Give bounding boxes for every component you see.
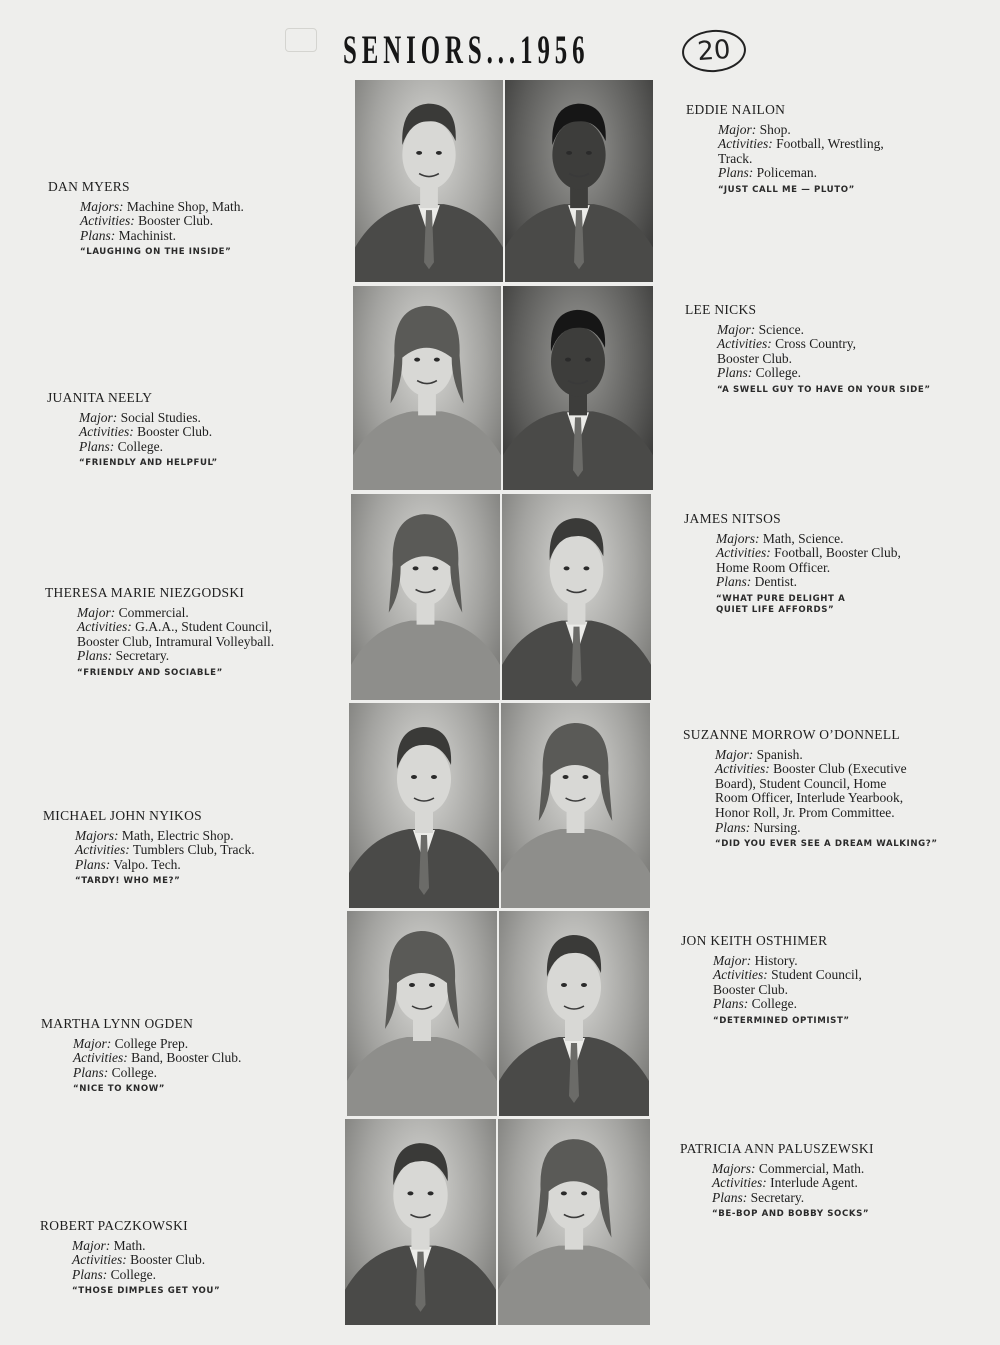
senior-detail-line (685, 366, 931, 381)
senior-detail-line (681, 968, 862, 983)
detail-label: Major: (77, 604, 116, 620)
detail-label: Plans: (712, 1189, 748, 1205)
senior-detail-line (681, 997, 862, 1012)
portrait-photo (351, 494, 500, 700)
detail-value: Tumblers Club, Track. (132, 842, 255, 858)
detail-value: Booster Club. (713, 981, 789, 997)
senior-detail-line (47, 425, 218, 440)
page-number-circled: 20 (681, 28, 748, 74)
senior-detail-line (686, 152, 884, 167)
senior-quote: “LAUGHING ON THE INSIDE” (80, 247, 232, 258)
senior-detail-line (681, 954, 862, 969)
portrait-photo (498, 1119, 650, 1325)
senior-detail-line (43, 858, 255, 873)
senior-detail-line (683, 821, 938, 836)
portrait-photo (347, 911, 497, 1116)
senior-entry (686, 103, 884, 196)
senior-entry (685, 303, 931, 396)
detail-value: Machinist. (118, 227, 176, 243)
senior-quote: “WHAT PURE DELIGHT A (716, 593, 846, 604)
senior-name: SUZANNE MORROW O’DONNELL (683, 727, 900, 742)
detail-value: College. (751, 996, 797, 1012)
detail-value: Honor Roll, Jr. Prom Committee. (715, 804, 895, 820)
senior-quote: “JUST CALL ME — PLUTO” (718, 184, 855, 195)
senior-name: THERESA MARIE NIEZGODSKI (45, 585, 245, 600)
detail-label: Activities: (716, 545, 771, 561)
senior-entry (680, 1142, 874, 1220)
senior-entry (684, 512, 901, 616)
detail-value: Student Council, (771, 967, 862, 983)
detail-value: Science. (758, 321, 804, 337)
senior-name: ROBERT PACZKOWSKI (40, 1218, 188, 1233)
senior-detail-line (684, 546, 901, 561)
detail-value: Commercial. (118, 604, 189, 620)
detail-value: G.A.A., Student Council, (135, 619, 272, 635)
detail-value: Booster Club. (717, 350, 793, 366)
detail-label: Activities: (77, 619, 132, 635)
detail-value: History. (754, 952, 798, 968)
detail-label: Activities: (80, 213, 135, 229)
senior-detail-line (685, 352, 931, 367)
senior-entry (45, 586, 274, 679)
detail-label: Majors: (80, 198, 124, 214)
detail-value: Booster Club, Intramural Volleyball. (77, 633, 275, 649)
detail-value: Math, Electric Shop. (121, 827, 234, 843)
page-title: SENIORS...1956 (343, 27, 590, 72)
detail-label: Activities: (713, 967, 768, 983)
detail-label: Major: (713, 952, 752, 968)
senior-detail-line (40, 1268, 220, 1283)
detail-label: Activities: (717, 336, 772, 352)
detail-value: Math, Science. (762, 530, 844, 546)
senior-detail-line (41, 1051, 241, 1066)
detail-value: Band, Booster Club. (131, 1050, 242, 1066)
senior-quote: “NICE TO KNOW” (73, 1084, 166, 1095)
detail-value: Social Studies. (120, 409, 201, 425)
senior-detail-line (684, 561, 901, 576)
detail-label: Majors: (712, 1160, 756, 1176)
detail-label: Plans: (717, 365, 753, 381)
detail-value: Dentist. (754, 574, 797, 590)
senior-detail-line (685, 323, 931, 338)
detail-value: College. (117, 438, 163, 454)
detail-label: Plans: (715, 819, 751, 835)
detail-value: Board), Student Council, Home (715, 775, 887, 791)
senior-detail-line (680, 1176, 874, 1191)
senior-entry (683, 728, 938, 850)
senior-name: JON KEITH OSTHIMER (681, 933, 828, 948)
detail-value: Commercial, Math. (758, 1160, 865, 1176)
senior-name: MARTHA LYNN OGDEN (41, 1016, 194, 1031)
senior-quote: “TARDY! WHO ME?” (75, 876, 181, 887)
detail-label: Major: (73, 1035, 112, 1051)
detail-value: College. (111, 1064, 157, 1080)
senior-entry (47, 391, 218, 469)
senior-quote: “FRIENDLY AND SOCIABLE” (77, 667, 223, 678)
detail-value: College. (755, 365, 801, 381)
detail-value: Football, Wrestling, (776, 136, 884, 152)
senior-entry (681, 934, 862, 1027)
detail-value: Policeman. (756, 165, 817, 181)
detail-value: College. (110, 1266, 156, 1282)
senior-detail-line (683, 762, 938, 777)
detail-value: Secretary. (750, 1189, 805, 1205)
senior-detail-line (680, 1162, 874, 1177)
faint-stamp-mark (285, 28, 317, 52)
detail-label: Activities: (73, 1050, 128, 1066)
detail-value: Booster Club. (130, 1252, 206, 1268)
detail-label: Majors: (716, 530, 760, 546)
detail-value: College Prep. (114, 1035, 189, 1051)
detail-label: Plans: (713, 996, 749, 1012)
senior-detail-line (43, 843, 255, 858)
senior-quote: “DETERMINED OPTIMIST” (713, 1015, 850, 1026)
portrait-photo (349, 703, 499, 908)
detail-value: Booster Club (Executive (773, 761, 907, 777)
detail-label: Activities: (715, 761, 770, 777)
senior-detail-line (41, 1037, 241, 1052)
detail-value: Machine Shop, Math. (126, 198, 244, 214)
senior-quote: “BE-BOP AND BOBBY SOCKS” (712, 1209, 870, 1220)
senior-detail-line (48, 214, 244, 229)
senior-detail-line (684, 575, 901, 590)
portrait-photo (353, 286, 501, 490)
senior-quote: QUIET LIFE AFFORDS” (716, 604, 835, 615)
detail-label: Plans: (73, 1064, 109, 1080)
detail-value: Interlude Agent. (770, 1175, 858, 1191)
detail-value: Shop. (759, 121, 791, 137)
senior-entry (48, 180, 244, 258)
senior-detail-line (680, 1191, 874, 1206)
senior-detail-line (683, 791, 938, 806)
senior-name: JAMES NITSOS (684, 511, 781, 526)
detail-label: Major: (72, 1237, 111, 1253)
senior-detail-line (48, 200, 244, 215)
senior-detail-line (45, 635, 274, 650)
detail-label: Plans: (80, 227, 116, 243)
senior-quote: “THOSE DIMPLES GET YOU” (72, 1286, 221, 1297)
senior-name: LEE NICKS (685, 302, 757, 317)
portrait-photo (502, 494, 651, 700)
senior-entry (40, 1219, 220, 1297)
senior-entry (41, 1017, 241, 1095)
senior-detail-line (686, 137, 884, 152)
senior-detail-line (40, 1239, 220, 1254)
detail-value: Home Room Officer. (716, 559, 831, 575)
senior-name: MICHAEL JOHN NYIKOS (43, 808, 202, 823)
senior-detail-line (685, 337, 931, 352)
senior-detail-line (683, 806, 938, 821)
senior-detail-line (47, 440, 218, 455)
portrait-photo (345, 1119, 496, 1325)
senior-quote: “A SWELL GUY TO HAVE ON YOUR SIDE” (717, 384, 931, 395)
senior-name: JUANITA NEELY (47, 390, 153, 405)
detail-label: Majors: (75, 827, 119, 843)
senior-name: DAN MYERS (48, 179, 130, 194)
detail-value: Secretary. (115, 648, 170, 664)
detail-value: Track. (718, 150, 753, 166)
senior-entry (43, 809, 255, 887)
detail-value: Valpo. Tech. (113, 856, 181, 872)
detail-label: Activities: (712, 1175, 767, 1191)
senior-detail-line (686, 123, 884, 138)
detail-value: Room Officer, Interlude Yearbook, (715, 790, 904, 806)
senior-detail-line (683, 748, 938, 763)
senior-detail-line (45, 606, 274, 621)
portrait-photo (355, 80, 503, 282)
detail-label: Activities: (75, 842, 130, 858)
detail-label: Activities: (79, 424, 134, 440)
detail-value: Booster Club. (138, 213, 214, 229)
detail-label: Activities: (72, 1252, 127, 1268)
senior-detail-line (41, 1066, 241, 1081)
detail-value: Spanish. (756, 746, 803, 762)
detail-label: Plans: (72, 1266, 108, 1282)
senior-detail-line (45, 649, 274, 664)
detail-label: Plans: (718, 165, 754, 181)
detail-value: Nursing. (753, 819, 801, 835)
senior-name: EDDIE NAILON (686, 102, 786, 117)
portrait-photo (503, 286, 653, 490)
detail-value: Football, Booster Club, (774, 545, 901, 561)
detail-value: Booster Club. (137, 424, 213, 440)
senior-detail-line (681, 983, 862, 998)
detail-label: Major: (717, 321, 756, 337)
senior-detail-line (40, 1253, 220, 1268)
detail-label: Plans: (75, 856, 111, 872)
detail-label: Plans: (716, 574, 752, 590)
senior-detail-line (48, 229, 244, 244)
detail-label: Major: (718, 121, 757, 137)
senior-detail-line (43, 829, 255, 844)
detail-label: Major: (715, 746, 754, 762)
detail-label: Major: (79, 409, 118, 425)
senior-quote: “FRIENDLY AND HELPFUL” (79, 458, 218, 469)
senior-detail-line (683, 777, 938, 792)
detail-value: Math. (113, 1237, 146, 1253)
detail-value: Cross Country, (775, 336, 856, 352)
senior-quote: “DID YOU EVER SEE A DREAM WALKING?” (715, 839, 938, 850)
senior-detail-line (47, 411, 218, 426)
portrait-photo (501, 703, 650, 908)
portrait-photo (505, 80, 653, 282)
portrait-photo (499, 911, 649, 1116)
detail-label: Plans: (79, 438, 115, 454)
senior-detail-line (686, 166, 884, 181)
detail-label: Plans: (77, 648, 113, 664)
detail-label: Activities: (718, 136, 773, 152)
senior-detail-line (684, 532, 901, 547)
senior-name: PATRICIA ANN PALUSZEWSKI (680, 1141, 874, 1156)
senior-detail-line (45, 620, 274, 635)
